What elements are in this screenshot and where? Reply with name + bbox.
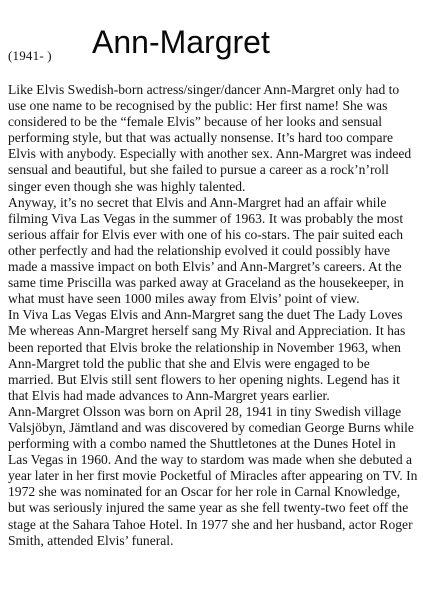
paragraph-affair: Anyway, it’s no secret that Elvis and Ann-Margret had an affair while filming Viva Las Vegas in the summer of 1963. It was probably the most serious affair for Elvis ever with one of his co-stars. The pair suited each other perfectly and had the relationship evolved it could possibly have made a massive impact on both Elvis’ and Ann-Margret’s careers. At the same time Priscilla was parked away at Graceland as the housekeeper, in what must have seen 1000 miles away from Elvis’ point of view. [8, 194, 404, 307]
paragraph-duet: In Viva Las Vegas Elvis and Ann-Margret sang the duet The Lady Loves Me whereas Ann-Margret herself sang My Rival and Appreciation. It has been reported that Elvis broke the relationship in November 1963, when Ann-Margret told the public that she and Elvis were engaged to be married. But Elvis still sent flowers to her opening nights. Legend has it that Elvis had made advances to Ann-Margret years earlier. [8, 307, 406, 403]
page-title: Ann-Margret [92, 24, 270, 60]
paragraph-biography: Ann-Margret Olsson was born on April 28, 1941 in tiny Swedish village Valsjöbyn, Jämtland and was discovered by comedian George Burns while performing with a combo named the Shuttletones at the Dunes Hotel in Las Vegas in 1960. And the way to stardom was made when she debuted a year later in her first movie Pocketful of Miracles after appearing on TV. In 1972 she was nominated for an Oscar for her role in Carnal Knowledge, but was seriously injured the same year as she fell twenty-two feet off the stage at the Sahara Tahoe Hotel. In 1977 she and her husband, actor Roger Smith, attended Elvis’ funeral. [8, 403, 418, 548]
paragraph-intro: Like Elvis Swedish-born actress/singer/dancer Ann-Margret only had to use one name to be recognised by the public: Her first name! She was considered to be the “female Elvis” because of her looks and sensual performing style, but that was actually nonsense. It’s hard too compare Elvis with anybody. Especially with another sex. Ann-Margret was indeed sensual and beautiful, but she failed to pursue a career as a rock’n’roll singer even though she was highly talented. [8, 82, 412, 194]
lifespan-years: (1941- ) [8, 48, 52, 63]
article-body [8, 82, 418, 549]
page-header [8, 22, 418, 72]
